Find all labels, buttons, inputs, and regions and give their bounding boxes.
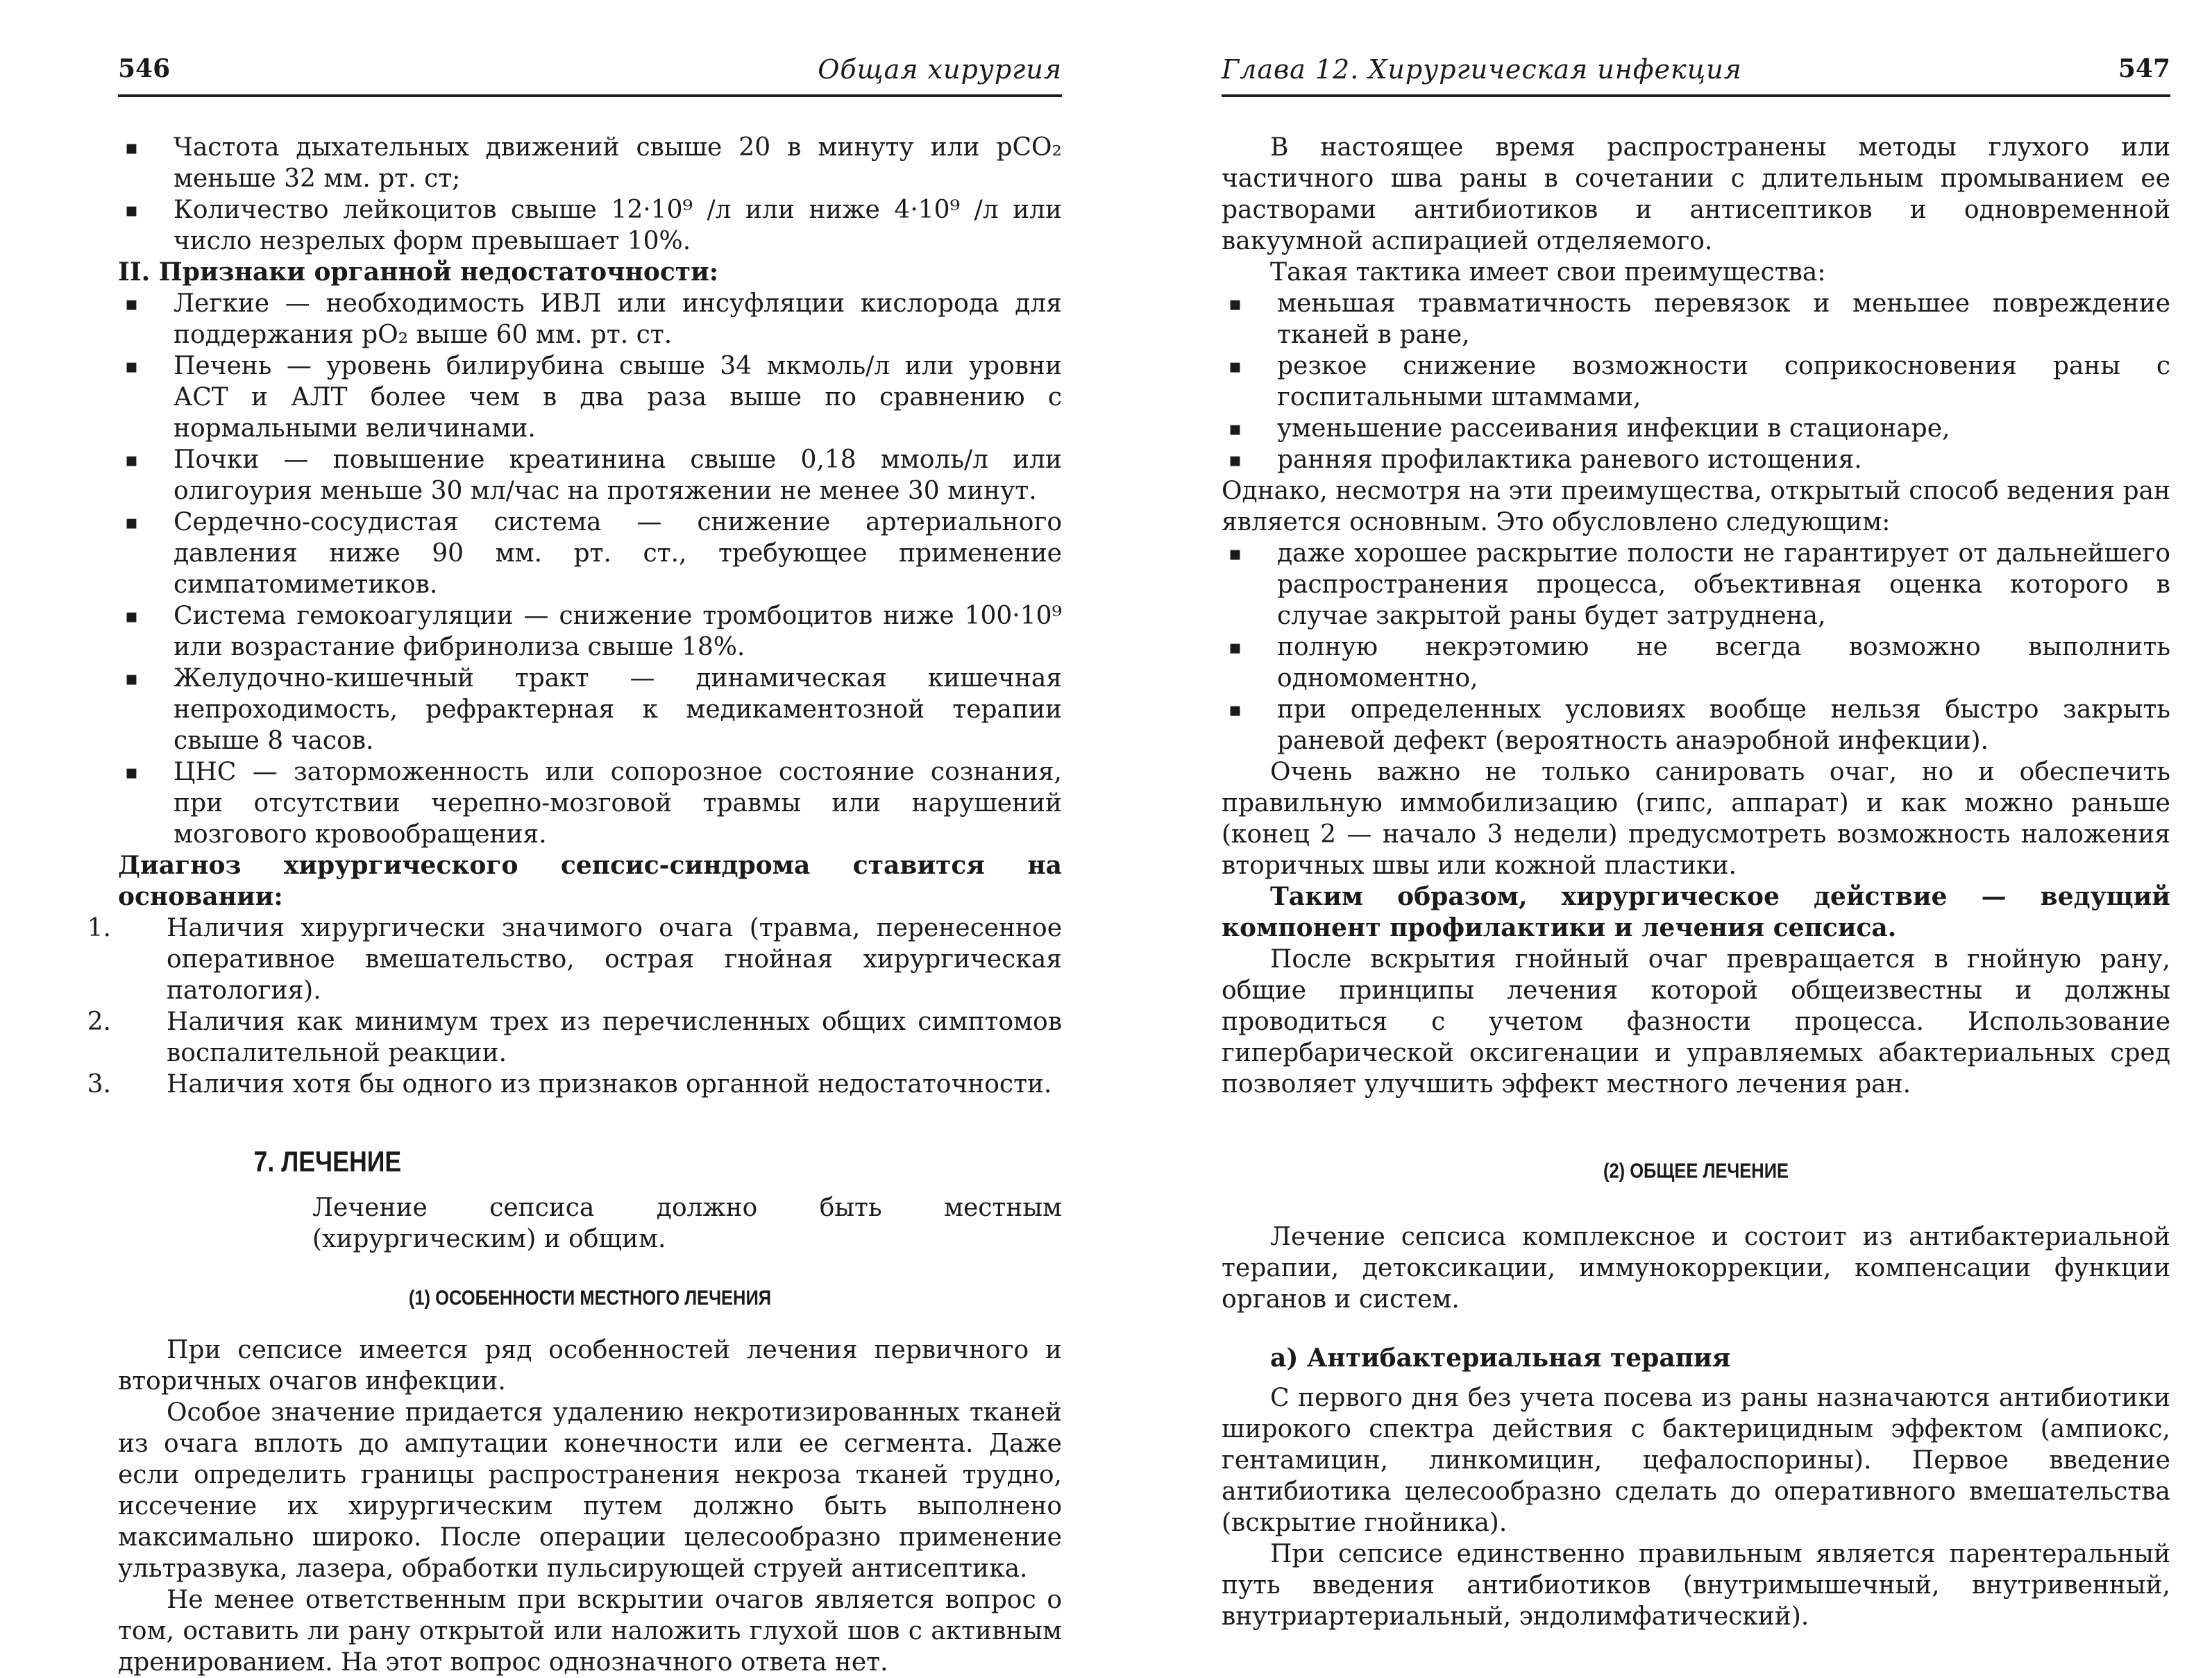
bullet-icon: ▪: [1229, 292, 1242, 315]
list-item: ▪ Почки — повышение креатинина свыше 0,18 ммоль/л или олигоурия меньше 30 мл/час на протяжении не менее 30 минут.: [125, 446, 1062, 505]
paragraph: Не менее ответственным при вскрытии очагов является вопрос о том, оставить ли рану открытой или наложить глухой шов с активным дренированием. На этот вопрос однозначного ответа нет.: [118, 1586, 1062, 1677]
paragraph: С первого дня без учета посева из раны назначаются антибиотики широкого спектра действия с бактерицидным эффектом (ампиокс, гентамицин, линкомицин, цефалоспорины). Первое введение антибиотика целесообразно сделать до оперативного вмешательства (вскрытие гнойника).: [1222, 1384, 2170, 1537]
bullet-icon: ▪: [125, 355, 138, 378]
page-number: 547: [2118, 54, 2170, 83]
left-page-header: [118, 0, 1062, 97]
list-item: 1. Наличия хирургически значимого очага (травма, перенесенное оперативное вмешательство, острая гнойная хирургическая патология).: [87, 914, 1062, 1005]
left-page-content: [87, 97, 1062, 1678]
subheading-antibacterial: а) Антибактериальная терапия: [1270, 1344, 1731, 1373]
paragraph: Однако, несмотря на эти преимущества, открытый способ ведения ран является основным. Это обусловлено следующим:: [1222, 477, 2170, 536]
reasons-list: [1222, 538, 2170, 756]
list-item: ▪ при определенных условиях вообще нельзя быстро закрыть раневой дефект (вероятность анаэробной инфекции).: [1229, 695, 2170, 755]
bullet-icon: ▪: [125, 511, 138, 534]
right-page-header: [1222, 0, 2170, 97]
left-page: [0, 0, 1104, 1675]
bullet-icon: ▪: [125, 667, 138, 690]
list-item: 3. Наличия хотя бы одного из признаков органной недостаточности.: [87, 1070, 1052, 1099]
diagnosis-list: [87, 913, 1062, 1100]
paragraph: При сепсисе имеется ряд особенностей лечения первичного и вторичных очагов инфекции.: [118, 1336, 1062, 1396]
bullet-icon: ▪: [125, 761, 138, 783]
list-item: ▪ ЦНС — заторможенность или сопорозное состояние сознания, при отсутствии черепно-мозговой травмы или нарушений мозгового кровообращения.: [125, 758, 1062, 849]
page-number: 546: [118, 54, 171, 83]
bullet-icon: ▪: [1229, 698, 1242, 721]
bullet-icon: ▪: [125, 136, 138, 159]
section-heading: 7. ЛЕЧЕНИЕ: [253, 1145, 402, 1178]
diagnosis-heading: Диагноз хирургического сепсис-синдрома ставится на основании:: [118, 851, 1062, 911]
list-item: ▪ полную некрэтомию не всегда возможно выполнить одномоментно,: [1229, 633, 2170, 693]
paragraph: Такая тактика имеет свои преимущества:: [1270, 258, 1826, 287]
list-item: 2. Наличия как минимум трех из перечисленных общих симптомов воспалительной реакции.: [87, 1008, 1062, 1067]
right-page: [1173, 0, 2212, 1675]
bullet-icon: ▪: [125, 198, 138, 221]
organ-failure-list: [118, 288, 1062, 850]
list-item: ▪ Сердечно-сосудистая система — снижение артериального давления ниже 90 мм. рт. ст., требующее применение симпатомиметиков.: [125, 508, 1062, 599]
list-item: ▪ Желудочно-кишечный тракт — динамическая кишечная непроходимость, рефрактерная к медикаментозной терапии свыше 8 часов.: [125, 664, 1062, 755]
paragraph: После вскрытия гнойный очаг превращается в гнойную рану, общие принципы лечения которой общеизвестны и должны проводиться с учетом фазности процесса. Использование гипербарической оксигенации и управляемых абактериальных сред позволяет улучшить эффект местного лечения ран.: [1222, 945, 2170, 1099]
bullet-icon: ▪: [1229, 417, 1242, 440]
list-item: ▪ Частота дыхательных движений свыше 20 в минуту или pCO₂ меньше 32 мм. рт. ст;: [125, 133, 1062, 193]
running-title: Общая хирургия: [818, 54, 1062, 85]
list-item: ▪ ранняя профилактика раневого истощения.: [1229, 446, 1862, 474]
bullet-icon: ▪: [1229, 542, 1242, 565]
right-page-content: [1222, 97, 2170, 1632]
criteria-list: [118, 132, 1062, 257]
organ-failure-heading: II. Признаки органной недостаточности:: [118, 257, 719, 287]
conclusion-paragraph: Таким образом, хирургическое действие — ведущий компонент профилактики и лечения сепсиса.: [1222, 882, 2170, 942]
subsection-heading: (2) ОБЩЕЕ ЛЕЧЕНИЕ: [1603, 1160, 1789, 1183]
paragraph: Очень важно не только санировать очаг, но и обеспечить правильную иммобилизацию (гипс, аппарат) и как можно раньше (конец 2 — начало 3 недели) предусмотреть возможность наложения вторичных швы или кожной пластики.: [1222, 758, 2170, 880]
paragraph: Особое значение придается удалению некротизированных тканей из очага вплоть до ампутации конечности или ее сегмента. Даже если определить границы распространения некроза тканей трудно, иссечение их хирургическим путем должно быть выполнено максимально широко. После операции целесообразно применение ультразвука, лазера, обработки пульсирующей струей антисептика.: [118, 1398, 1062, 1583]
bullet-icon: ▪: [125, 292, 138, 315]
bullet-icon: ▪: [1229, 355, 1242, 378]
list-item: ▪ Печень — уровень билирубина свыше 34 мкмоль/л или уровни АСТ и АЛТ более чем в два раза выше по сравнению с нормальными величинами.: [125, 352, 1062, 443]
paragraph: При сепсисе единственно правильным является парентеральный путь введения антибиотиков (внутримышечный, внутривенный, внутриартериальный, эндолимфатический).: [1222, 1540, 2170, 1631]
list-item: ▪ Количество лейкоцитов свыше 12·10⁹ /л или ниже 4·10⁹ /л или число незрелых форм превышает 10%.: [125, 196, 1062, 255]
paragraph: В настоящее время распространены методы глухого или частичного шва раны в сочетании с длительным промыванием ее растворами антибиотиков и антисептиков и одновременной вакуумной аспирацией отделяемого.: [1222, 133, 2170, 255]
subsection-heading: (1) ОСОБЕННОСТИ МЕСТНОГО ЛЕЧЕНИЯ: [408, 1287, 772, 1310]
paragraph: Лечение сепсиса комплексное и состоит из антибактериальной терапии, детоксикации, иммунокоррекции, компенсации функции органов и систем.: [1222, 1223, 2170, 1314]
advantages-list: [1222, 288, 2170, 475]
list-item: ▪ даже хорошее раскрытие полости не гарантирует от дальнейшего распространения процесса, объективная оценка которого в случае закрытой раны будет затруднена,: [1229, 539, 2170, 630]
list-item: ▪ резкое снижение возможности соприкосновения раны с госпитальными штаммами,: [1229, 352, 2170, 412]
bullet-icon: ▪: [1229, 636, 1242, 659]
bullet-icon: ▪: [125, 448, 138, 471]
list-item: ▪ Легкие — необходимость ИВЛ или инсуфляции кислорода для поддержания pO₂ выше 60 мм. рт. ст.: [125, 289, 1062, 349]
list-item: ▪ уменьшение рассеивания инфекции в стационаре,: [1229, 414, 1950, 443]
bullet-icon: ▪: [1229, 448, 1242, 471]
bullet-icon: ▪: [125, 604, 138, 627]
list-item: ▪ Система гемокоагуляции — снижение тромбоцитов ниже 100·10⁹ или возрастание фибринолиза свыше 18%.: [125, 602, 1062, 661]
section-lead: Лечение сепсиса должно быть местным (хирургическим) и общим.: [312, 1194, 1062, 1253]
running-title: Глава 12. Хирургическая инфекция: [1222, 54, 1742, 85]
list-item: ▪ меньшая травматичность перевязок и меньшее повреждение тканей в ране,: [1229, 289, 2170, 349]
